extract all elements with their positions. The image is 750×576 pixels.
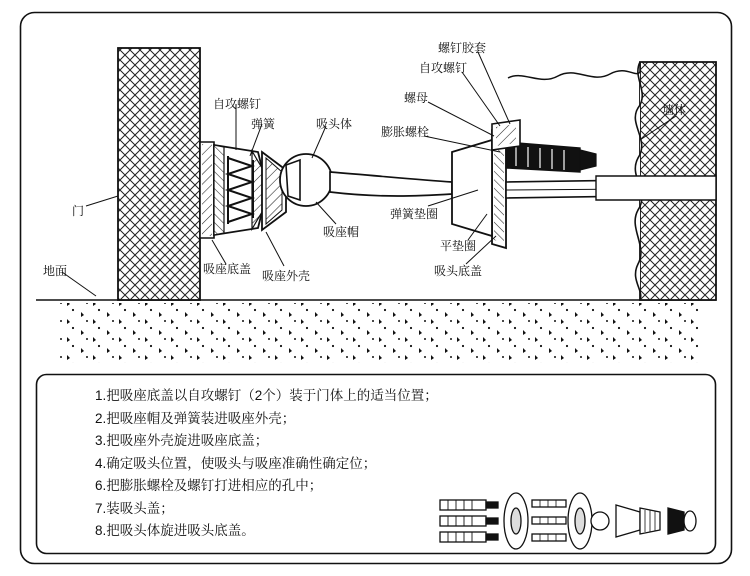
label-flat-washer: 平垫圈 [440, 239, 477, 253]
label-suction-head-body: 吸头体 [316, 117, 353, 131]
instruction-step-7: 7.装吸头盖； [95, 500, 174, 516]
instruction-step-1: 1.把吸座底盖以自攻螺钉（2个）装于门体上的适当位置； [95, 388, 438, 403]
label-wall: 墙体 [662, 103, 687, 117]
label-suction-seat-cap: 吸座帽 [323, 225, 360, 239]
label-suction-head-bottom-cover: 吸头底盖 [434, 264, 483, 278]
instruction-step-8: 8.把吸头体旋进吸头底盖。 [95, 523, 255, 538]
instruction-list [95, 385, 438, 543]
label-self-tapping-screw-right: 自攻螺钉 [419, 61, 468, 75]
instruction-step-2: 2.把吸座帽及弹簧装进吸座外壳； [95, 410, 296, 426]
label-nut: 螺母 [404, 91, 429, 105]
label-suction-seat-shell: 吸座外壳 [262, 269, 311, 283]
label-screw-rubber-sleeve: 螺钉胶套 [438, 41, 487, 55]
instruction-step-3: 3.把吸座外壳旋进吸座底盖； [95, 433, 269, 448]
label-ground: 地面 [43, 264, 68, 278]
label-expansion-bolt: 膨胀螺栓 [381, 125, 430, 139]
label-spring: 弹簧 [251, 117, 276, 131]
label-spring-washer: 弹簧垫圈 [390, 207, 439, 221]
instruction-step-6: 6.把膨胀螺栓及螺钉打进相应的孔中； [95, 478, 323, 493]
label-door: 门 [72, 204, 85, 218]
label-suction-seat-bottom-cover: 吸座底盖 [203, 262, 252, 276]
instruction-step-4: 4.确定吸头位置，使吸头与吸座准确性确定位； [95, 455, 377, 471]
label-self-tapping-screw-left: 自攻螺钉 [213, 97, 262, 111]
